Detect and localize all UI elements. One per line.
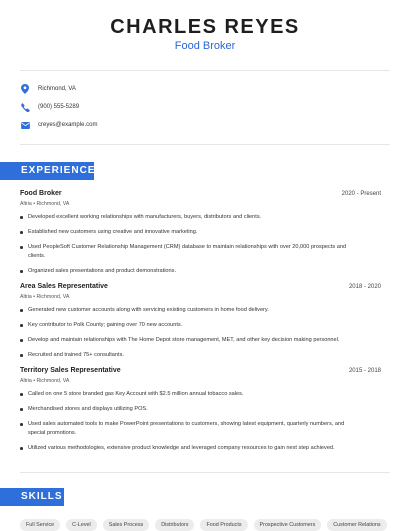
contact-location <box>20 82 76 96</box>
experience-divider <box>20 472 390 473</box>
list-item: Utilized various methodologies, extensive product knowledge and leveraged company resources to gain next step achieved. <box>20 444 360 453</box>
job-title-heading: Food Broker <box>174 40 236 52</box>
job-1-company: Altria • Richmond, VA <box>20 201 70 207</box>
job-2-title: Area Sales Representative <box>20 283 108 290</box>
location-pin-icon <box>20 84 30 94</box>
contact-location-text: Richmond, VA <box>38 86 76 92</box>
job-1-dates: 2020 - Present <box>341 191 381 197</box>
skill-chip: Customer Relations <box>327 519 386 531</box>
list-item: Recruited and trained 75+ consultants. <box>20 351 360 360</box>
job-3-title: Territory Sales Representative <box>20 367 121 374</box>
contact-phone <box>20 100 80 114</box>
skills-list <box>20 519 387 531</box>
skill-chip: Distributors <box>155 519 194 531</box>
job-3-dates: 2015 - 2018 <box>348 368 381 374</box>
list-item: Key contributor to Polk County; gaining over 70 new accounts. <box>20 321 360 330</box>
job-3-company: Altria • Richmond, VA <box>20 378 70 384</box>
job-2-company: Altria • Richmond, VA <box>20 294 70 300</box>
contact-email-text[interactable]: creyes@example.com <box>38 122 98 128</box>
skill-chip: Sales Process <box>103 519 149 531</box>
skill-chip: Food Products <box>200 519 247 531</box>
contact-phone-text: (900) 555-5289 <box>38 104 80 110</box>
email-icon <box>20 120 30 130</box>
list-item: Developed excellent working relationships with manufacturers, buyers, distributors and clients. <box>20 213 360 222</box>
contact-divider <box>20 144 390 145</box>
contact-email[interactable] <box>20 118 98 132</box>
list-item: Called on one 5 store branded gas Key Account with $2.5 million annual tobacco sales. <box>20 390 360 399</box>
candidate-name: CHARLES REYES <box>110 16 300 38</box>
job-2-dates: 2018 - 2020 <box>348 284 381 290</box>
list-item: Merchandised stores and displays utilizing POS. <box>20 405 360 414</box>
experience-section-heading: EXPERIENCE <box>0 162 94 180</box>
phone-icon <box>20 102 30 112</box>
list-item: Generated new customer accounts along with servicing existing customers in home food delivery. <box>20 306 360 315</box>
skill-chip: Full Service <box>20 519 60 531</box>
skill-chip: Prospective Customers <box>254 519 322 531</box>
list-item: Established new customers using creative and innovative marketing. <box>20 228 360 237</box>
skill-chip: C-Level <box>66 519 97 531</box>
list-item: Develop and maintain relationships with The Home Depot store management, MET, and other key decision making personnel. <box>20 336 360 345</box>
list-item: Organized sales presentations and product demonstrations. <box>20 267 360 276</box>
header-divider <box>20 70 390 71</box>
skills-section-heading: SKILLS <box>0 488 64 506</box>
job-1-title: Food Broker <box>20 190 62 197</box>
list-item: Used PeopleSoft Customer Relationship Management (CRM) database to maintain relationships with over 20,000 prospects and clients. <box>20 243 360 260</box>
list-item: Used sales automated tools to make PowerPoint presentations to customers, showing latest equipment, quarterly numbers, and special promotions. <box>20 420 360 437</box>
